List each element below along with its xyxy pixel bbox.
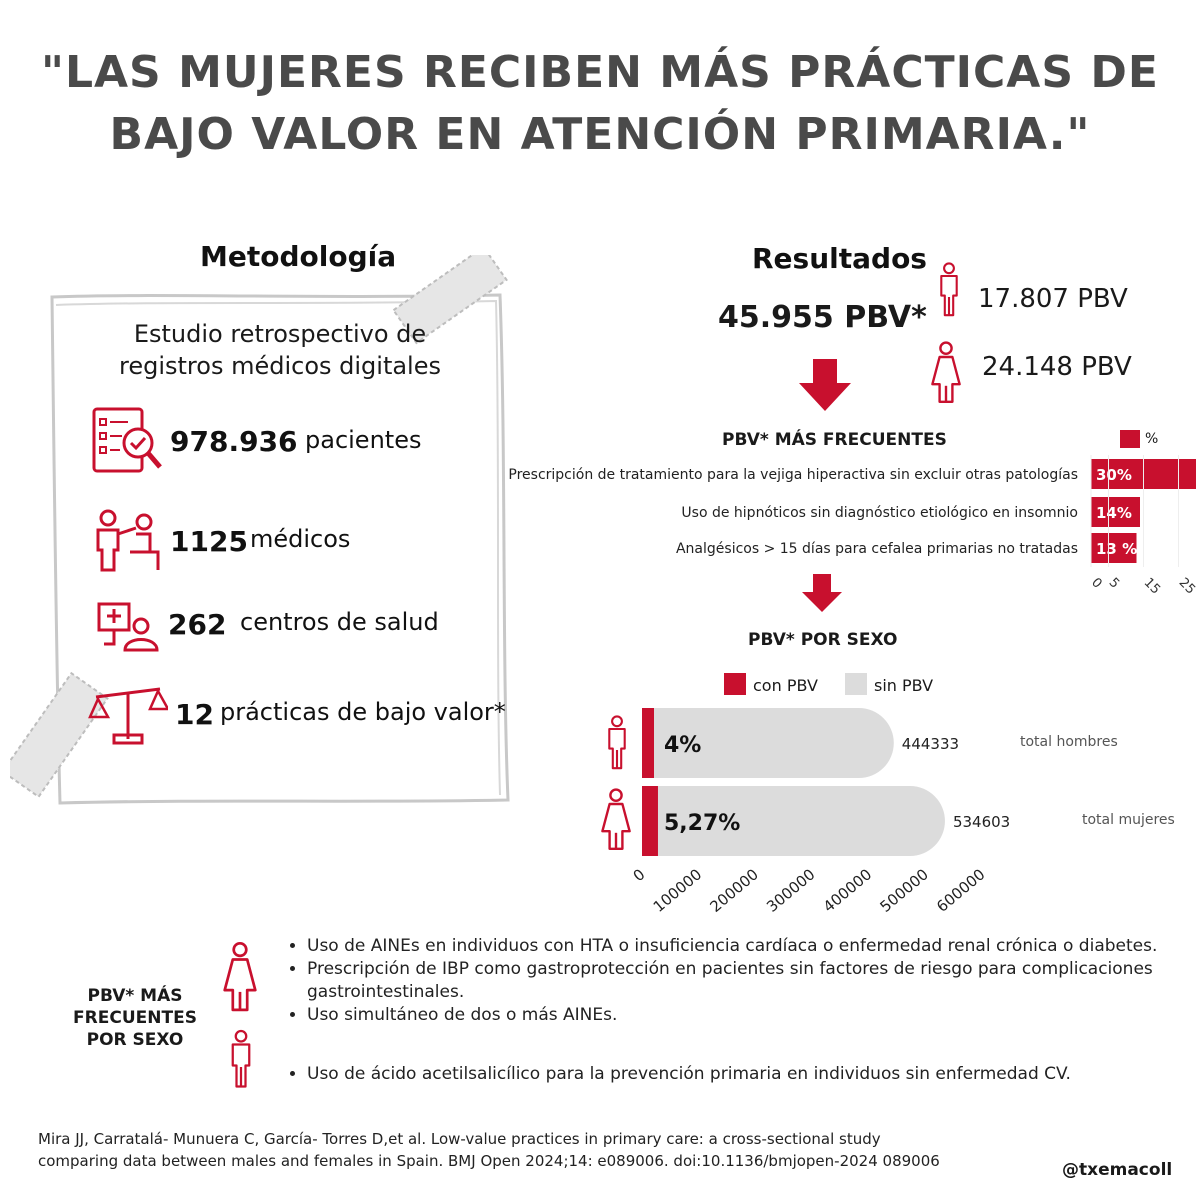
sexo-frecuentes-line-3: POR SEXO <box>86 1030 184 1050</box>
freq-bar-label: 14% <box>1096 504 1132 522</box>
health-center-icon <box>95 600 160 655</box>
men-practices-list <box>285 1063 1200 1086</box>
sexo-total-value: 534603 <box>952 813 1011 831</box>
bar-label-1: Prescripción de tratamiento para la vejiga hiperactiva sin excluir otras patologías <box>508 467 1078 483</box>
title-line-1: "LAS MUJERES RECIBEN MÁS PRÁCTICAS DE <box>41 47 1159 98</box>
list-item: • Prescripción de IBP como gastroprotección en pacientes sin factores de riesgo para complicaciones gastrointestinales. <box>307 958 1200 1004</box>
con-pbv-bar <box>642 708 654 778</box>
frecuentes-heading: PBV* MÁS FRECUENTES <box>722 430 947 450</box>
woman-icon-list <box>222 940 258 1015</box>
sexo-frecuentes-line-2: FRECUENTES <box>73 1008 197 1028</box>
sexo-pct-label: 5,27% <box>664 811 741 836</box>
down-arrow-icon-2 <box>800 572 844 616</box>
sexo-frecuentes-line-1: PBV* MÁS <box>87 986 183 1006</box>
bar-label-2: Uso de hipnóticos sin diagnóstico etiológico en insomnio <box>681 505 1078 521</box>
sexo-category-label: total hombres <box>1020 734 1118 750</box>
total-pbv: 45.955 PBV* <box>718 300 927 335</box>
women-pbv: 24.148 PBV <box>982 352 1132 382</box>
reference <box>38 1128 1038 1172</box>
list-item: • Uso simultáneo de dos o más AINEs. <box>307 1004 1200 1027</box>
study-line-1: Estudio retrospectivo de <box>133 320 427 348</box>
study-line-2: registros médicos digitales <box>119 352 441 380</box>
balance-scale-icon <box>88 685 168 747</box>
reference-line-2: comparing data between males and females in Spain. BMJ Open 2024;14: e089006. doi:10.1136/bmjopen-2024 089006 <box>38 1152 940 1170</box>
centers-value: 262 <box>168 608 227 641</box>
sexo-tick-label: 300000 <box>763 865 819 916</box>
list-item: • Uso de AINEs en individuos con HTA o insuficiencia cardíaca o enfermedad renal crónica o diabetes. <box>307 935 1200 958</box>
centers-label: centros de salud <box>240 608 439 636</box>
frecuentes-legend-label: % <box>1145 431 1159 447</box>
freq-tick-label: 0 <box>1088 575 1105 592</box>
sexo-tick-label: 400000 <box>819 865 876 916</box>
sexo-heading: PBV* POR SEXO <box>748 630 898 650</box>
sexo-tick-label: 600000 <box>933 865 989 916</box>
sexo-tick-label: 200000 <box>706 865 762 916</box>
sexo-tick-label: 0 <box>629 865 649 886</box>
freq-tick-label: 25 <box>1175 575 1198 598</box>
legend-sin-swatch <box>845 673 867 695</box>
study-description <box>95 318 465 382</box>
sexo-total-value: 444333 <box>901 735 960 753</box>
sexo-chart <box>620 700 1200 930</box>
title-line-2: BAJO VALOR EN ATENCIÓN PRIMARIA." <box>109 109 1091 160</box>
sexo-tick-label: 500000 <box>876 865 932 916</box>
doctor-patient-icon <box>90 508 165 573</box>
patients-value: 978.936 <box>170 425 298 458</box>
women-practices-list <box>285 935 1200 1027</box>
doctors-value: 1125 <box>170 525 248 558</box>
metodologia-heading: Metodología <box>200 240 397 273</box>
list-item: • Uso de ácido acetilsalicílico para la prevención primaria en individuos sin enfermedad CV. <box>307 1063 1200 1086</box>
man-icon-list <box>226 1022 256 1097</box>
legend-con-swatch <box>724 673 746 695</box>
freq-tick-label: 5 <box>1105 575 1123 592</box>
legend-con-label: con PBV <box>753 676 818 695</box>
frecuentes-legend-swatch <box>1120 430 1140 448</box>
frecuentes-chart <box>1085 455 1200 605</box>
page-title <box>0 42 1200 166</box>
resultados-heading: Resultados <box>752 242 927 275</box>
sexo-frecuentes-heading <box>60 985 210 1051</box>
sexo-pct-label: 4% <box>664 733 702 758</box>
author-handle: @txemacoll <box>1062 1160 1173 1180</box>
bar-label-3: Analgésicos > 15 días para cefalea primarias no tratadas <box>675 541 1078 557</box>
con-pbv-bar <box>642 786 658 856</box>
sexo-category-label: total mujeres <box>1082 812 1175 828</box>
doctors-label: médicos <box>250 525 351 553</box>
freq-tick-label: 15 <box>1140 575 1163 598</box>
men-pbv: 17.807 PBV <box>978 284 1128 314</box>
medical-records-icon <box>88 405 168 475</box>
reference-line-1: Mira JJ, Carratalá- Munuera C, García- Torres D,et al. Low-value practices in primary care: a cross-sectional study <box>38 1130 881 1148</box>
freq-bar-label: 13 % <box>1096 540 1138 558</box>
freq-bar-label: 30% <box>1096 466 1132 484</box>
practices-label: prácticas de bajo valor* <box>220 698 506 726</box>
woman-icon <box>930 338 962 408</box>
man-icon <box>935 255 963 325</box>
legend-sin-label: sin PBV <box>874 676 934 695</box>
practices-value: 12 <box>175 698 214 731</box>
patients-label: pacientes <box>305 426 422 454</box>
down-arrow-icon <box>795 355 855 415</box>
sexo-tick-label: 100000 <box>649 865 706 916</box>
